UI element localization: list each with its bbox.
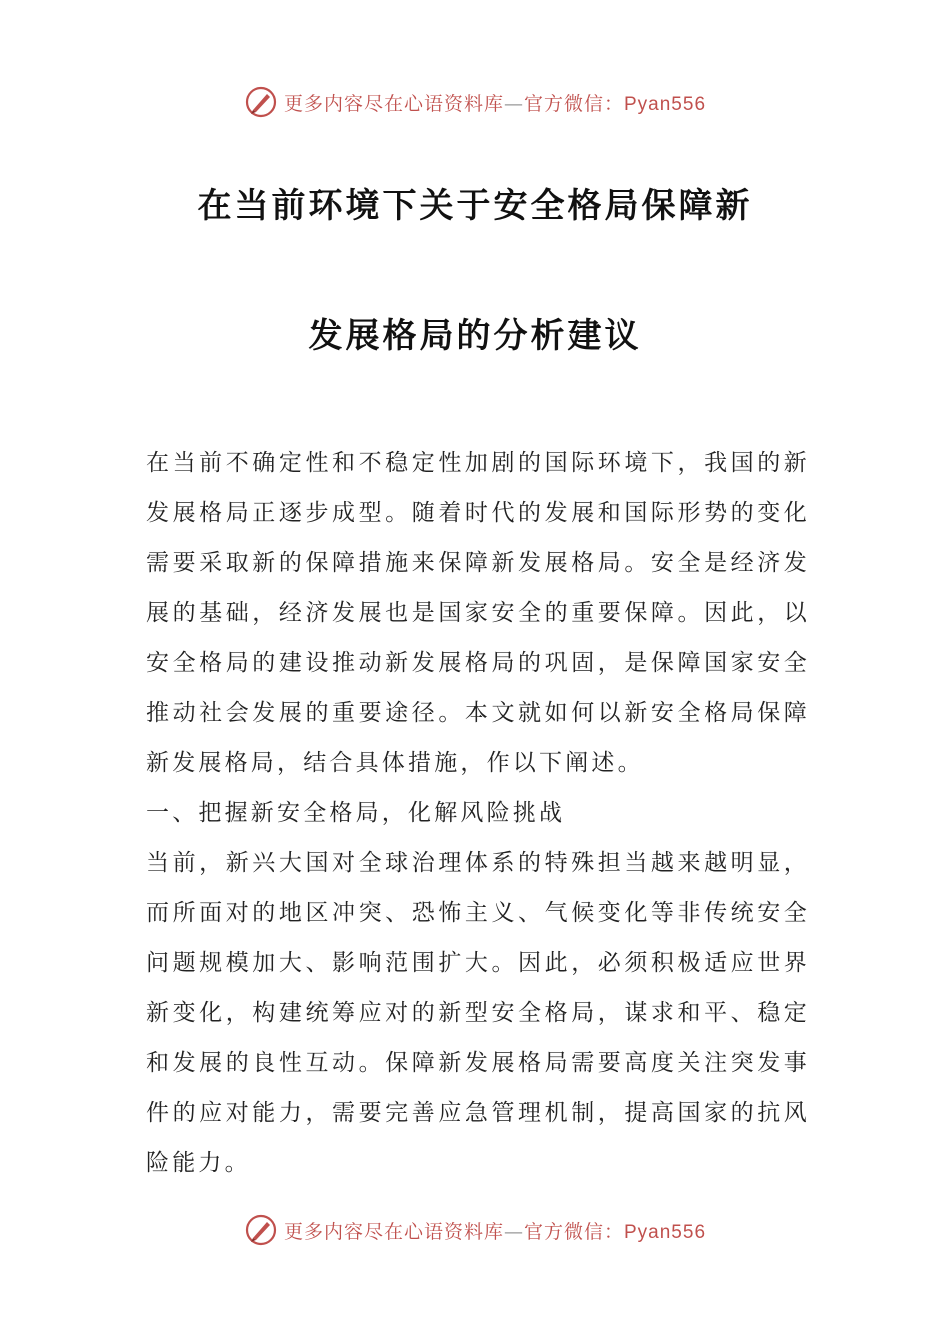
pen-logo-icon xyxy=(244,85,278,119)
watermark-separator: — xyxy=(503,1220,524,1243)
section-heading-1: 一、把握新安全格局，化解风险挑战 xyxy=(146,800,566,826)
document-title-line-2: 发展格局的分析建议 xyxy=(308,316,642,356)
watermark-brand: 更多内容尽在心语资料库 xyxy=(283,1220,504,1243)
watermark-brand: 更多内容尽在心语资料库 xyxy=(283,92,504,115)
pen-logo-icon xyxy=(244,1213,278,1247)
watermark-text xyxy=(284,89,706,116)
watermark-contact-id: Pyan556 xyxy=(624,93,707,115)
body-paragraph-intro: 在当前不确定性和不稳定性加剧的国际环境下，我国的新发展格局正逐步成型。随着时代的发展和国际形势的变化需要采取新的保障措施来保障新发展格局。安全是经济发展的基础，经济发展也是国家安全的重要保障。因此，以安全格局的建设推动新发展格局的巩固，是保障国家安全推动社会发展的重要途径。本文就如何以新安全格局保障新发展格局，结合具体措施，作以下阐述。 xyxy=(146,450,810,776)
watermark-separator: — xyxy=(503,92,524,115)
document-title-line-1: 在当前环境下关于安全格局保障新 xyxy=(197,186,753,226)
body-paragraph-section-1: 当前，新兴大国对全球治理体系的特殊担当越来越明显，而所面对的地区冲突、恐怖主义、气候变化等非传统安全问题规模加大、影响范围扩大。因此，必须积极适应世界新变化，构建统筹应对的新型安全格局，谋求和平、稳定和发展的良性互动。保障新发展格局需要高度关注突发事件的应对能力，需要完善应急管理机制，提高国家的抗风险能力。 xyxy=(146,850,810,1176)
watermark-contact-id: Pyan556 xyxy=(624,1221,707,1243)
watermark-contact-label: 官方微信： xyxy=(523,1220,624,1243)
watermark-text xyxy=(284,1217,706,1244)
footer-watermark xyxy=(0,1210,950,1250)
document-body xyxy=(146,438,810,1188)
watermark-contact-label: 官方微信： xyxy=(523,92,624,115)
header-watermark xyxy=(0,82,950,122)
